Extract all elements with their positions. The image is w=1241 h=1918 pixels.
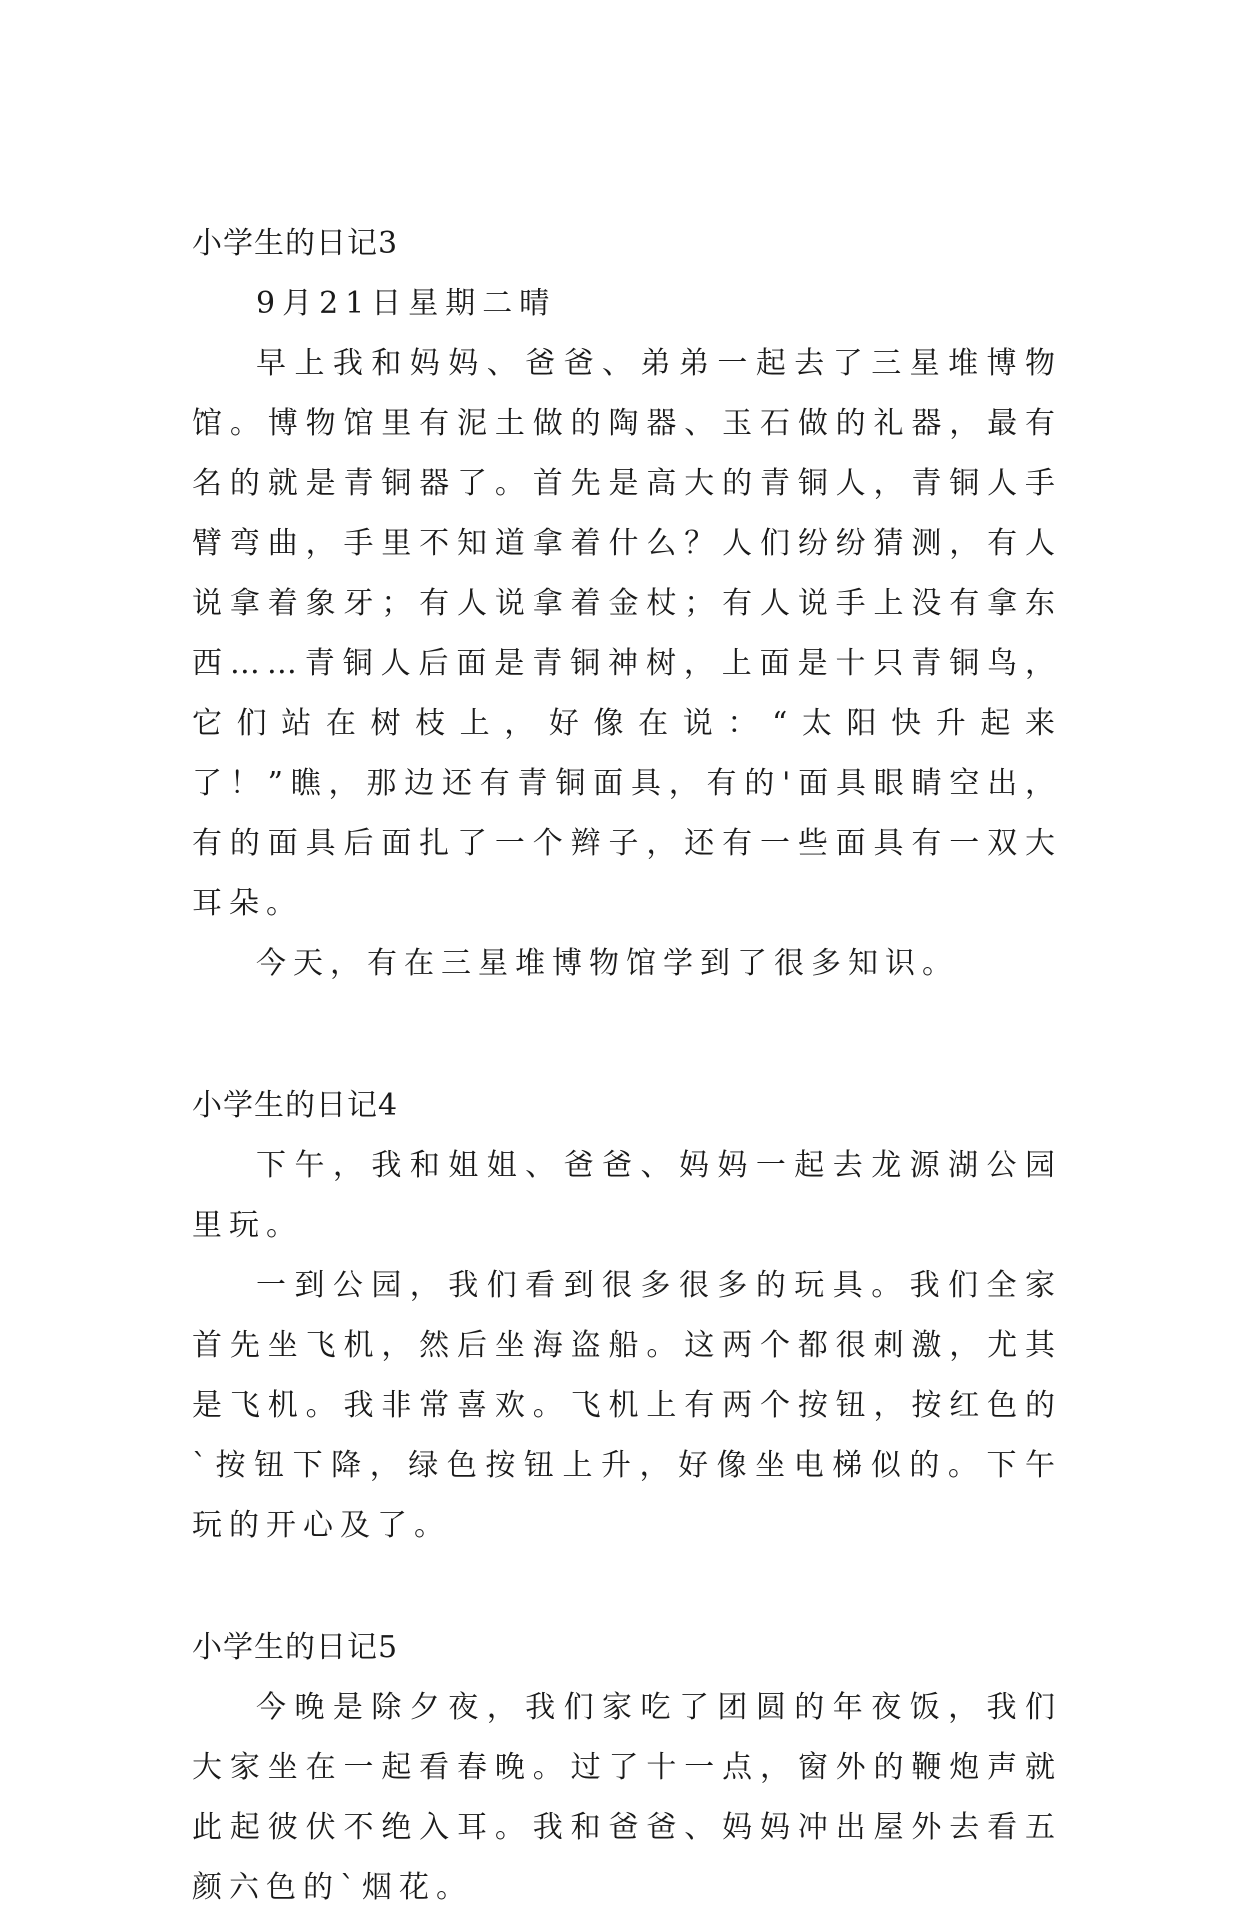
entry-title: 小学生的日记3 [192, 226, 399, 261]
entry-paragraph: 今晚是除夕夜，我们家吃了团圆的年夜饭，我们大家坐在一起看春晚。过了十一点，窗外的鞭炮声就此起彼伏不绝入耳。我和爸爸、妈妈冲出屋外去看五颜六色的`烟花。 [192, 1690, 1062, 1905]
entry-paragraph: 今天，有在三星堆博物馆学到了很多知识。 [256, 946, 959, 981]
diary-entry-3 [192, 214, 1062, 994]
diary-entry-5 [192, 1618, 1062, 1918]
entry-paragraph: 下午，我和姐姐、爸爸、妈妈一起去龙源湖公园里玩。 [192, 1148, 1062, 1243]
diary-entry-4 [192, 1076, 1062, 1556]
entry-title: 小学生的日记5 [192, 1630, 399, 1665]
entry-date: 9月21日星期二晴 [256, 286, 557, 321]
document-page [192, 214, 1062, 1918]
entry-paragraph: 早上我和妈妈、爸爸、弟弟一起去了三星堆博物馆。博物馆里有泥土做的陶器、玉石做的礼器，最有名的就是青铜器了。首先是高大的青铜人，青铜人手臂弯曲，手里不知道拿着什么？人们纷纷猜测，有人说拿着象牙；有人说拿着金杖；有人说手上没有拿东西……青铜人后面是青铜神树，上面是十只青铜鸟，它们站在树枝上，好像在说：“太阳快升起来了！”瞧，那边还有青铜面具，有的'面具眼睛空出，有的面具后面扎了一个辫子，还有一些面具有一双大耳朵。 [192, 346, 1062, 921]
entry-title: 小学生的日记4 [192, 1088, 399, 1123]
entry-paragraph: 一到公园，我们看到很多很多的玩具。我们全家首先坐飞机，然后坐海盗船。这两个都很刺激，尤其是飞机。我非常喜欢。飞机上有两个按钮，按红色的`按钮下降，绿色按钮上升，好像坐电梯似的。下午玩的开心及了。 [192, 1268, 1062, 1543]
entry-spacer [192, 994, 1062, 1076]
entry-spacer [192, 1556, 1062, 1618]
